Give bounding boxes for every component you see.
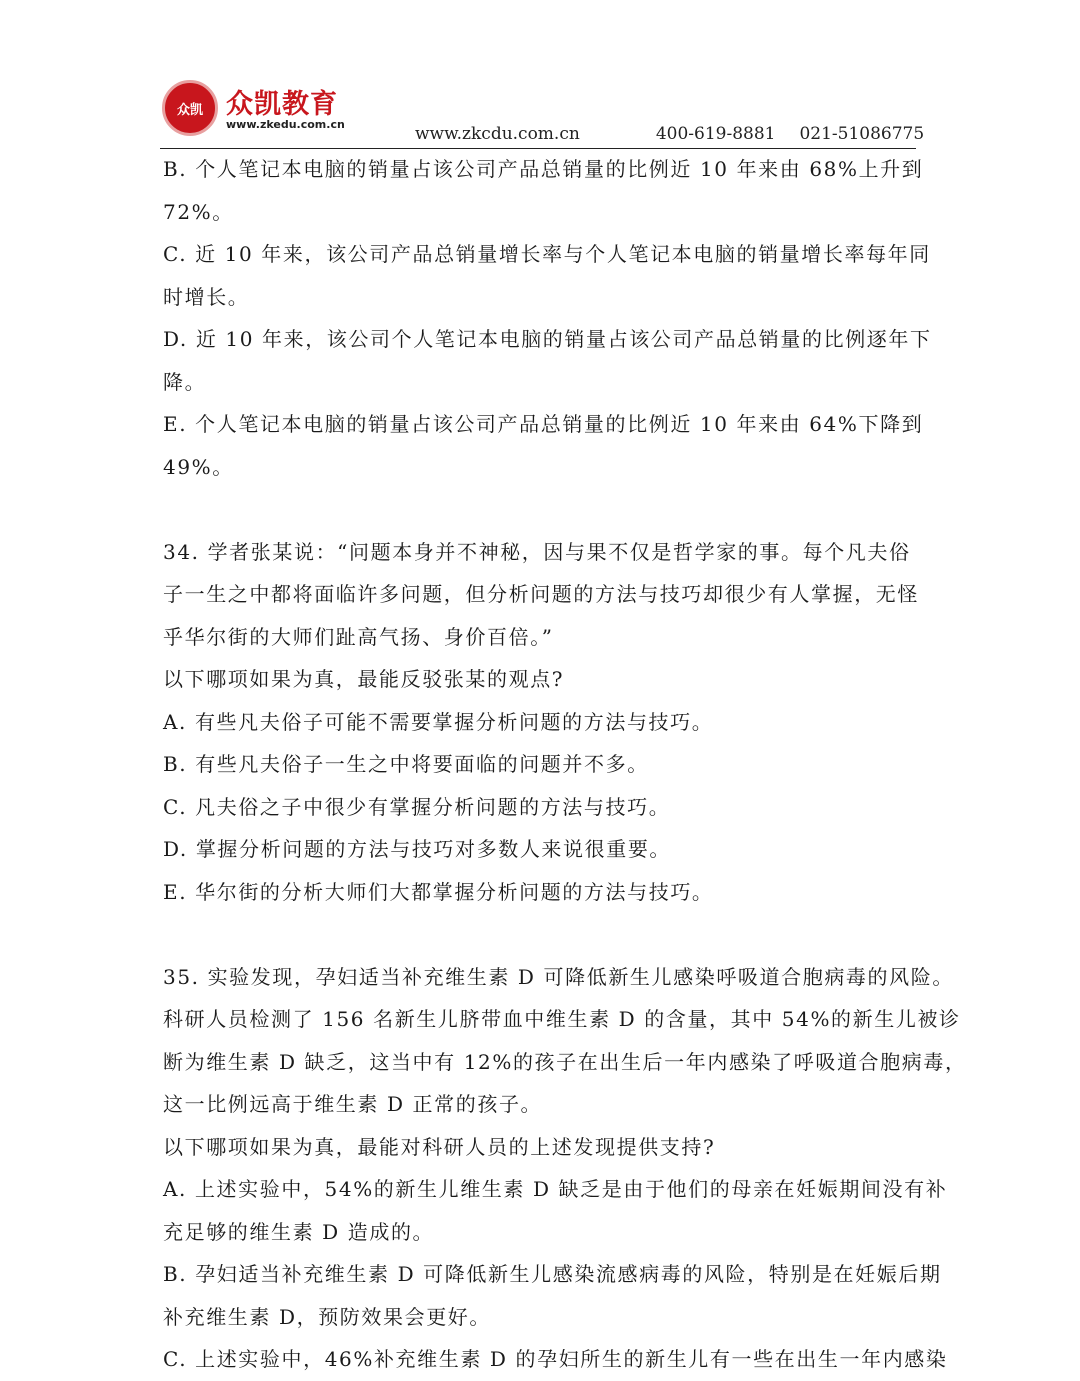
q34-option-e: E. 华尔街的分析大师们大都掌握分析问题的方法与技巧。: [163, 879, 714, 904]
brand-name: 众凯教育: [226, 89, 338, 120]
q35-stem-line-4: 这一比例远高于维生素 D 正常的孩子。: [163, 1092, 543, 1116]
q35-option-b-line-1: B. 孕妇适当补充维生素 D 可降低新生儿感染流感病毒的风险，特别是在妊娠后期: [163, 1262, 942, 1286]
q34-question: 以下哪项如果为真，最能反驳张某的观点?: [163, 667, 565, 691]
brand-logo-icon: [162, 80, 218, 136]
q35-stem-line-1: 35. 实验发现，孕妇适当补充维生素 D 可降低新生儿感染呼吸道合胞病毒的风险。: [163, 964, 954, 989]
q35-question: 以下哪项如果为真，最能对科研人员的上述发现提供支持?: [163, 1134, 716, 1159]
header-phone-1: 400-619-8881: [655, 124, 776, 144]
logo-mark: 众凯: [176, 102, 203, 118]
header-website: www.zkcdu.com.cn: [415, 124, 580, 144]
document-body: [163, 148, 967, 1381]
q35-option-a-line-1: A. 上述实验中，54%的新生儿维生素 D 缺乏是由于他们的母亲在妊娠期间没有补: [163, 1177, 948, 1201]
q34-option-d: D. 掌握分析问题的方法与技巧对多数人来说很重要。: [163, 837, 672, 861]
q34-option-b: B. 有些凡夫俗子一生之中将要面临的问题并不多。: [163, 752, 649, 776]
q33-option-d-line-2: 降。: [163, 369, 207, 394]
q33-option-c-line-1: C. 近 10 年来，该公司产品总销量增长率与个人笔记本电脑的销量增长率每年同: [163, 242, 931, 266]
q34-option-a: A. 有些凡夫俗子可能不需要掌握分析问题的方法与技巧。: [163, 709, 714, 734]
q35-option-a-line-2: 充足够的维生素 D 造成的。: [163, 1219, 435, 1244]
q33-option-e-line-1: E. 个人笔记本电脑的销量占该公司产品总销量的比例近 10 年来由 64%下降到: [163, 412, 924, 436]
q33-option-b-line-1: B. 个人笔记本电脑的销量占该公司产品总销量的比例近 10 年来由 68%上升到: [163, 157, 924, 181]
q35-option-c-line-1: C. 上述实验中，46%补充维生素 D 的孕妇所生的新生儿有一些在出生一年内感染: [163, 1347, 948, 1371]
brand-url: www.zkedu.com.cn: [226, 118, 345, 131]
q34-option-c: C. 凡夫俗之子中很少有掌握分析问题的方法与技巧。: [163, 794, 671, 819]
spacer: [163, 488, 919, 531]
q35-stem-line-3: 断为维生素 D 缺乏，这当中有 12%的孩子在出生后一年内感染了呼吸道合胞病毒，: [163, 1049, 967, 1074]
q33-option-b-line-2: 72%。: [163, 199, 234, 224]
spacer: [163, 913, 919, 956]
q35-stem-line-2: 科研人员检测了 156 名新生儿脐带血中维生素 D 的含量，其中 54%的新生儿被诊: [163, 1007, 961, 1031]
header-phone-2: 021-51086775: [799, 124, 925, 144]
q34-stem-line-2: 子一生之中都将面临许多问题，但分析问题的方法与技巧却很少有人掌握，无怪: [163, 582, 919, 606]
page-header: [160, 76, 925, 149]
q33-option-e-line-2: 49%。: [163, 454, 234, 479]
q33-option-c-line-2: 时增长。: [163, 284, 250, 309]
q33-option-d-line-1: D. 近 10 年来，该公司个人笔记本电脑的销量占该公司产品总销量的比例逐年下: [163, 327, 932, 351]
q34-stem-line-1: 34. 学者张某说：“问题本身并不神秘，因与果不仅是哲学家的事。每个凡夫俗: [163, 539, 911, 564]
q34-stem-line-3: 乎华尔街的大师们趾高气扬、身价百倍。”: [163, 624, 554, 649]
q35-option-b-line-2: 补充维生素 D，预防效果会更好。: [163, 1304, 491, 1329]
header-contact: [415, 124, 924, 144]
